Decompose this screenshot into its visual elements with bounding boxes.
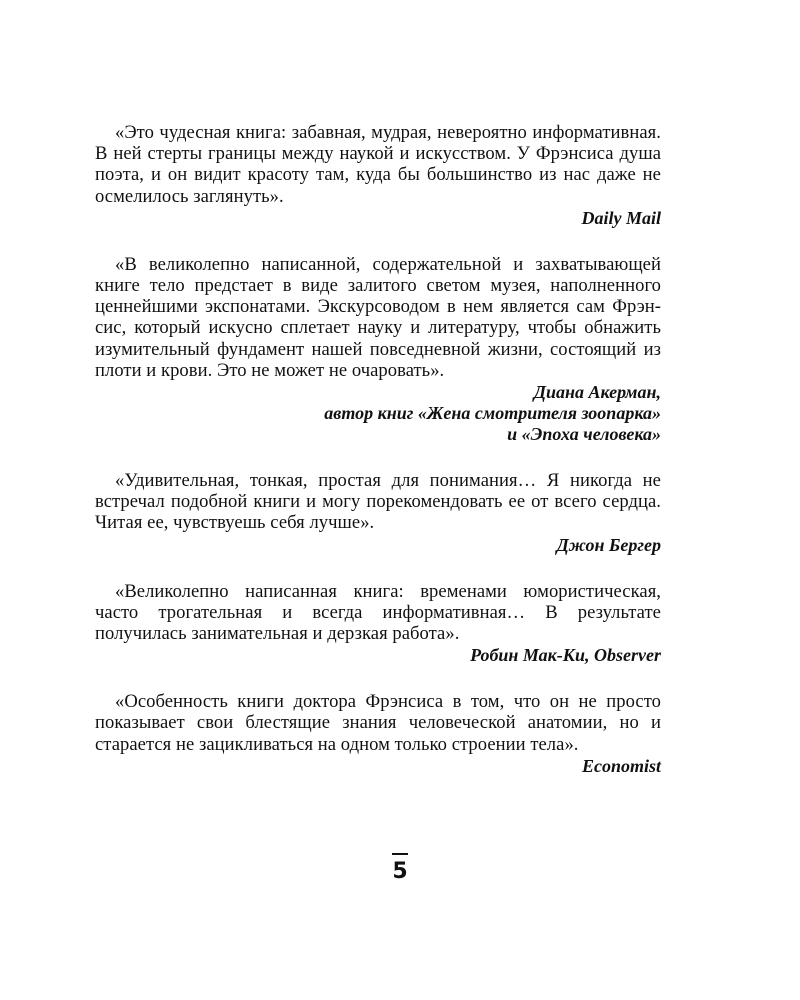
- quote-economist: [95, 691, 661, 777]
- quote-text: «В великолепно написанной, содержательной и захватывающей книге тело предстает в виде залитого светом музея, наполненного ценнейшими экспонатами. Экскурсоводом в нем является сам Фрэнсис, который искусно сплетает науку и литературу, чтобы обнажить изумительный фундамент нашей повседневной жизни, состоящий из плоти и крови. Это не может не очаровать».: [95, 253, 661, 381]
- quote-daily-mail: [95, 122, 661, 229]
- page-folio: [0, 853, 800, 885]
- quote-author: Daily Mail: [581, 207, 661, 228]
- quote-author: Джон Бергер: [556, 534, 661, 555]
- quote-author: Economist: [581, 755, 661, 776]
- quote-diana-ackerman: [95, 254, 661, 445]
- quote-author-name: Диана Акерман,: [533, 382, 661, 403]
- quote-author-credentials: автор книг «Жена смотрителя зоопарка»: [324, 403, 661, 424]
- quote-text: «Великолепно написанная книга: временами юмористическая, часто трогательная и всегда информативная… В результате получилась занимательная и дерзкая работа».: [95, 580, 661, 645]
- page-number: 5: [392, 859, 408, 884]
- blurbs-page: [95, 122, 661, 777]
- quote-text: «Удивительная, тонкая, простая для понимания… Я никогда не встречал подобной книги и могу порекомендовать ее от всего сердца. Читая ее, чувствуешь себя лучше».: [95, 470, 661, 534]
- quote-robin-mckie: [95, 581, 661, 667]
- quote-author: Робин Мак-Ки, Observer: [470, 645, 661, 666]
- quote-text: «Это чудесная книга: забавная, мудрая, невероятно информативная. В ней стерты границы между наукой и искусством. У Фрэнсиса душа поэта, и он видит красоту там, куда бы большинство из нас даже не осмелилось заглянуть».: [95, 122, 661, 207]
- quote-john-berger: [95, 470, 661, 556]
- quote-text: «Особенность книги доктора Фрэнсиса в том, что он не просто показывает свои блестящие знания человеческой анатомии, но и старается не зацикливаться на одном только строении тела».: [95, 691, 661, 755]
- folio-rule: [392, 853, 408, 855]
- quote-author-credentials: и «Эпоха человека»: [507, 424, 661, 445]
